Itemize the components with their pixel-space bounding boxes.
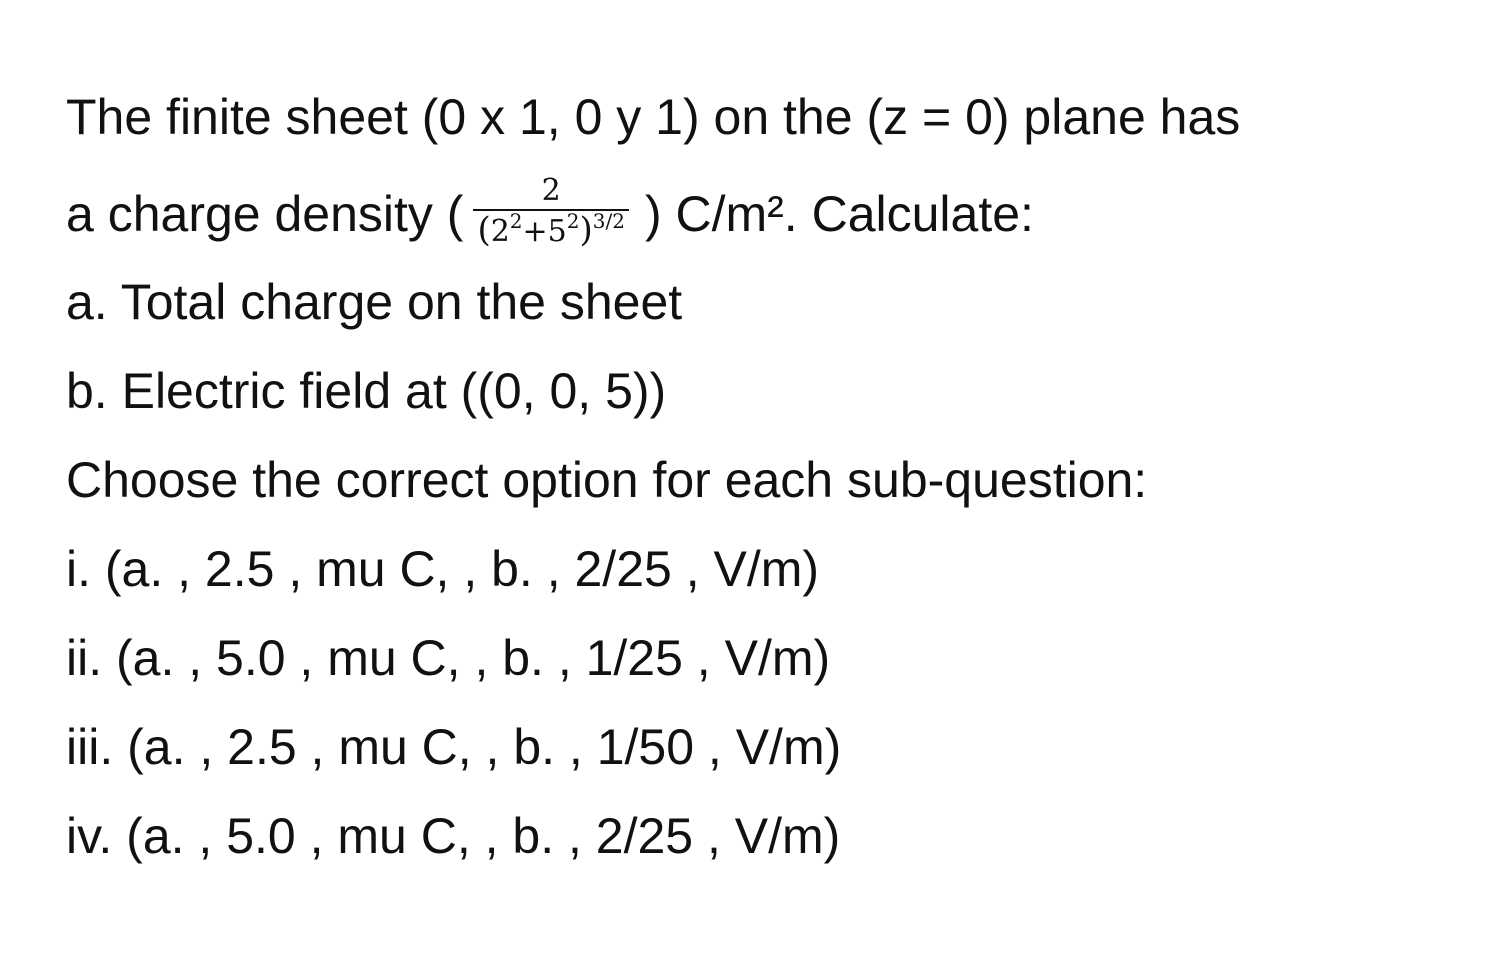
charge-density-suffix: ) C/m². Calculate: bbox=[644, 186, 1034, 243]
option-ii: ii. (a. , 5.0 , mu C, , b. , 1/25 , V/m) bbox=[66, 630, 831, 686]
question-line-2 bbox=[66, 173, 1466, 277]
question-line-1: The finite sheet (0 x 1, 0 y 1) on the (z = 0) plane has bbox=[66, 89, 1241, 145]
charge-density-fraction bbox=[473, 175, 629, 249]
part-a: a. Total charge on the sheet bbox=[66, 274, 683, 330]
fraction-numerator: 2 bbox=[473, 175, 629, 211]
part-b: b. Electric field at ((0, 0, 5)) bbox=[66, 363, 667, 419]
instruction-text: Choose the correct option for each sub-question: bbox=[66, 452, 1148, 508]
question-document bbox=[66, 89, 1466, 900]
option-iii: iii. (a. , 2.5 , mu C, , b. , 1/50 , V/m) bbox=[66, 719, 842, 775]
charge-density-prefix: a charge density ( bbox=[66, 186, 464, 243]
outer-exponent: 3/2 bbox=[592, 209, 625, 233]
option-iv: iv. (a. , 5.0 , mu C, , b. , 2/25 , V/m) bbox=[66, 808, 841, 864]
option-i: i. (a. , 2.5 , mu C, , b. , 2/25 , V/m) bbox=[66, 541, 820, 597]
fraction-denominator: $(2^2+5^2)^{3/2}$ bbox=[477, 209, 625, 250]
